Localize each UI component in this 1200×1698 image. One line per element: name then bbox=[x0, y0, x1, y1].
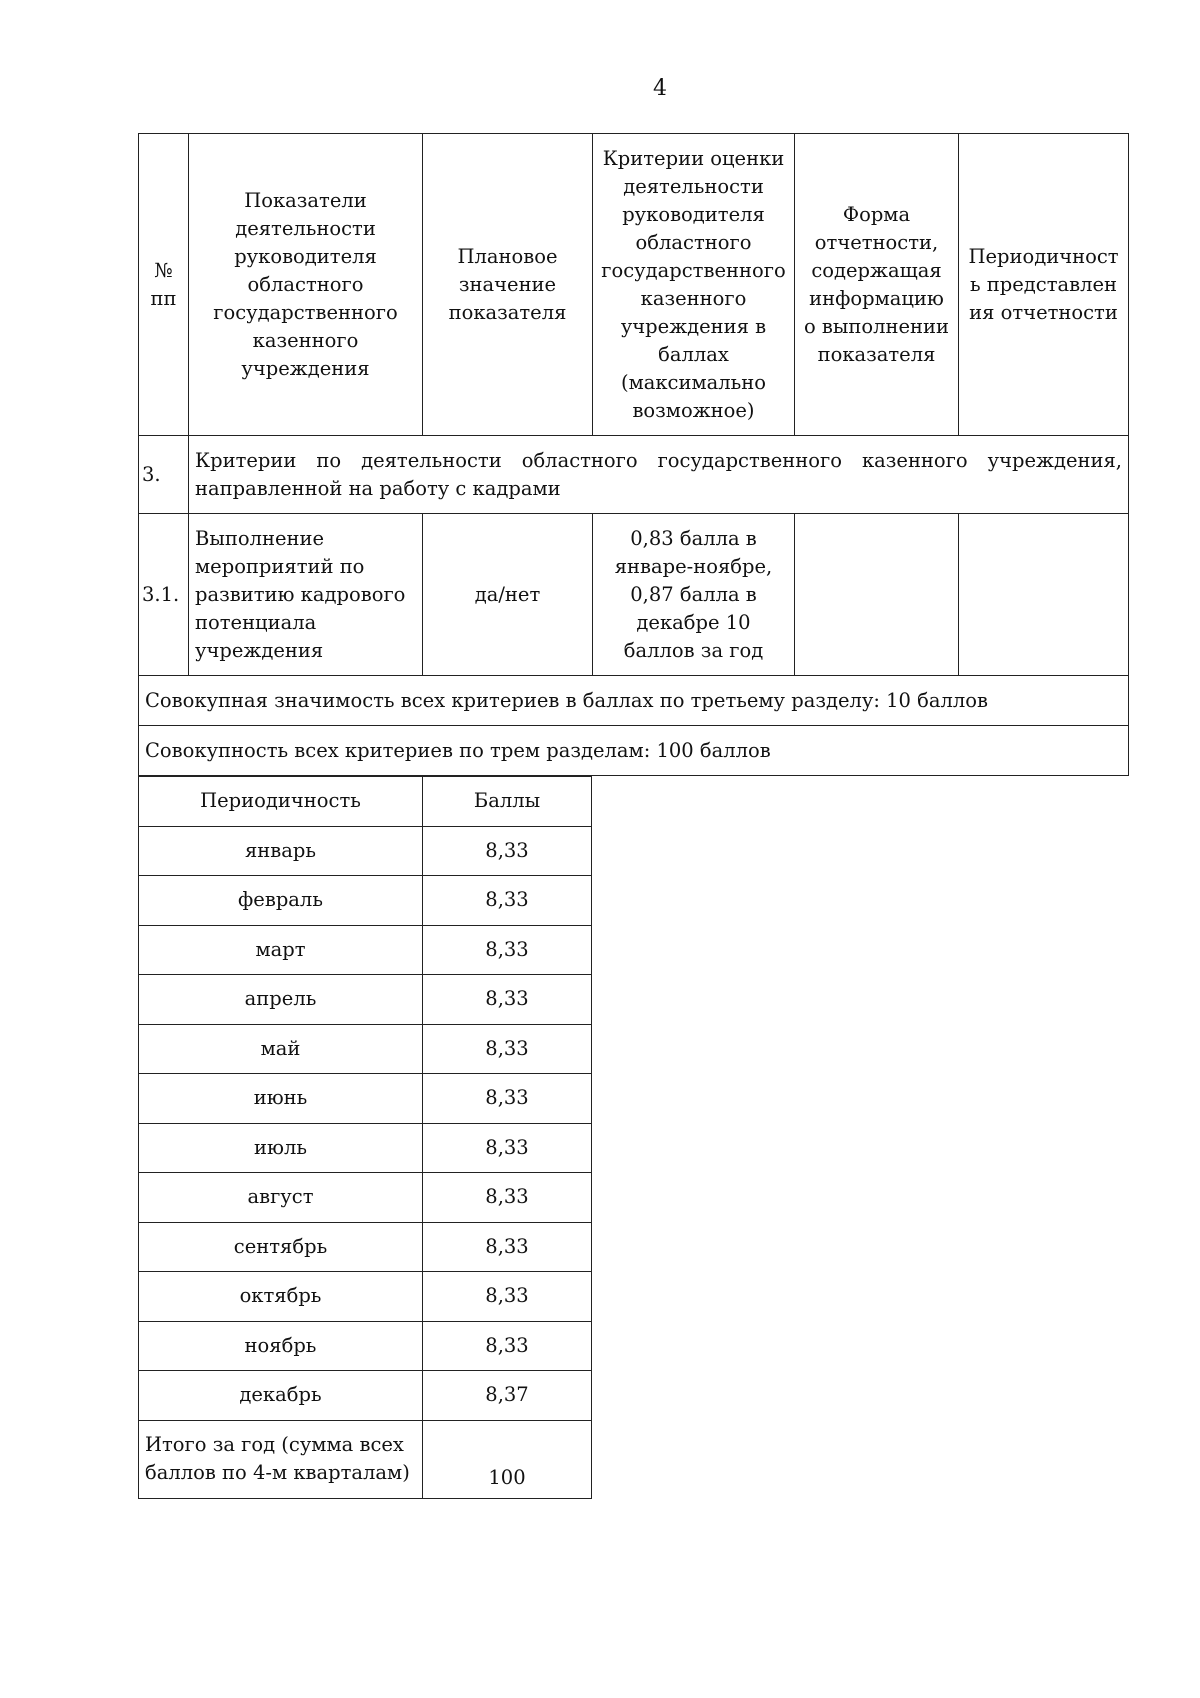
month-name: май bbox=[139, 1024, 423, 1074]
month-row bbox=[139, 1222, 592, 1272]
header-report-form: Форма отчетности, содержащая информацию о выполнении показателя bbox=[795, 134, 959, 436]
month-row bbox=[139, 925, 592, 975]
month-name: октябрь bbox=[139, 1272, 423, 1322]
month-name: апрель bbox=[139, 975, 423, 1025]
month-name: август bbox=[139, 1173, 423, 1223]
month-name: июнь bbox=[139, 1074, 423, 1124]
month-row bbox=[139, 826, 592, 876]
month-name: март bbox=[139, 925, 423, 975]
grand-total-row bbox=[139, 726, 1129, 776]
row31-report-form bbox=[795, 514, 959, 676]
month-row bbox=[139, 1123, 592, 1173]
month-name: июль bbox=[139, 1123, 423, 1173]
section-total: Совокупная значимость всех критериев в баллах по третьему разделу: 10 баллов bbox=[139, 676, 1129, 726]
month-points: 8,37 bbox=[423, 1371, 592, 1421]
month-row bbox=[139, 1173, 592, 1223]
header-periodicity: Периодичность представления отчетности bbox=[959, 134, 1129, 436]
grand-total: Совокупность всех критериев по трем разделам: 100 баллов bbox=[139, 726, 1129, 776]
month-row bbox=[139, 1074, 592, 1124]
month-row bbox=[139, 1024, 592, 1074]
row31-indicator: Выполнение мероприятий по развитию кадрового потенциала учреждения bbox=[189, 514, 423, 676]
months-header-period: Периодичность bbox=[139, 777, 423, 827]
month-points: 8,33 bbox=[423, 1123, 592, 1173]
month-name: январь bbox=[139, 826, 423, 876]
month-row bbox=[139, 1272, 592, 1322]
months-total-label: Итого за год (сумма всех баллов по 4-м кварталам) bbox=[139, 1420, 423, 1498]
section-total-row bbox=[139, 676, 1129, 726]
months-header-points: Баллы bbox=[423, 777, 592, 827]
header-criteria: Критерии оценки деятельности руководителя областного государственного казенного учреждения в баллах (максимально возможное) bbox=[593, 134, 795, 436]
section3-row bbox=[139, 436, 1129, 514]
month-points: 8,33 bbox=[423, 876, 592, 926]
header-indicators: Показатели деятельности руководителя областного государственного казенного учреждения bbox=[189, 134, 423, 436]
month-row bbox=[139, 975, 592, 1025]
page-number: 4 bbox=[653, 76, 667, 101]
months-table bbox=[138, 776, 592, 1499]
month-points: 8,33 bbox=[423, 925, 592, 975]
month-points: 8,33 bbox=[423, 1272, 592, 1322]
month-points: 8,33 bbox=[423, 1222, 592, 1272]
month-name: ноябрь bbox=[139, 1321, 423, 1371]
header-num: № пп bbox=[139, 134, 189, 436]
row31-plan: да/нет bbox=[423, 514, 593, 676]
row31-periodicity bbox=[959, 514, 1129, 676]
month-row bbox=[139, 876, 592, 926]
months-total-row bbox=[139, 1420, 592, 1498]
month-name: февраль bbox=[139, 876, 423, 926]
months-header-row bbox=[139, 777, 592, 827]
header-plan: Плановое значение показателя bbox=[423, 134, 593, 436]
month-points: 8,33 bbox=[423, 975, 592, 1025]
months-total-value: 100 bbox=[423, 1420, 592, 1498]
row31-criteria: 0,83 балла в январе-ноябре, 0,87 балла в декабре 10 баллов за год bbox=[593, 514, 795, 676]
month-name: декабрь bbox=[139, 1371, 423, 1421]
month-name: сентябрь bbox=[139, 1222, 423, 1272]
section3-num: 3. bbox=[139, 436, 189, 514]
month-points: 8,33 bbox=[423, 1321, 592, 1371]
month-row bbox=[139, 1371, 592, 1421]
month-points: 8,33 bbox=[423, 826, 592, 876]
month-row bbox=[139, 1321, 592, 1371]
section3-title: Критерии по деятельности областного государственного казенного учреждения, направленной на работу с кадрами bbox=[189, 436, 1129, 514]
month-points: 8,33 bbox=[423, 1024, 592, 1074]
header-row bbox=[139, 134, 1129, 436]
row31-num: 3.1. bbox=[139, 514, 189, 676]
row-3-1 bbox=[139, 514, 1129, 676]
month-points: 8,33 bbox=[423, 1074, 592, 1124]
criteria-table bbox=[138, 133, 1129, 776]
month-points: 8,33 bbox=[423, 1173, 592, 1223]
